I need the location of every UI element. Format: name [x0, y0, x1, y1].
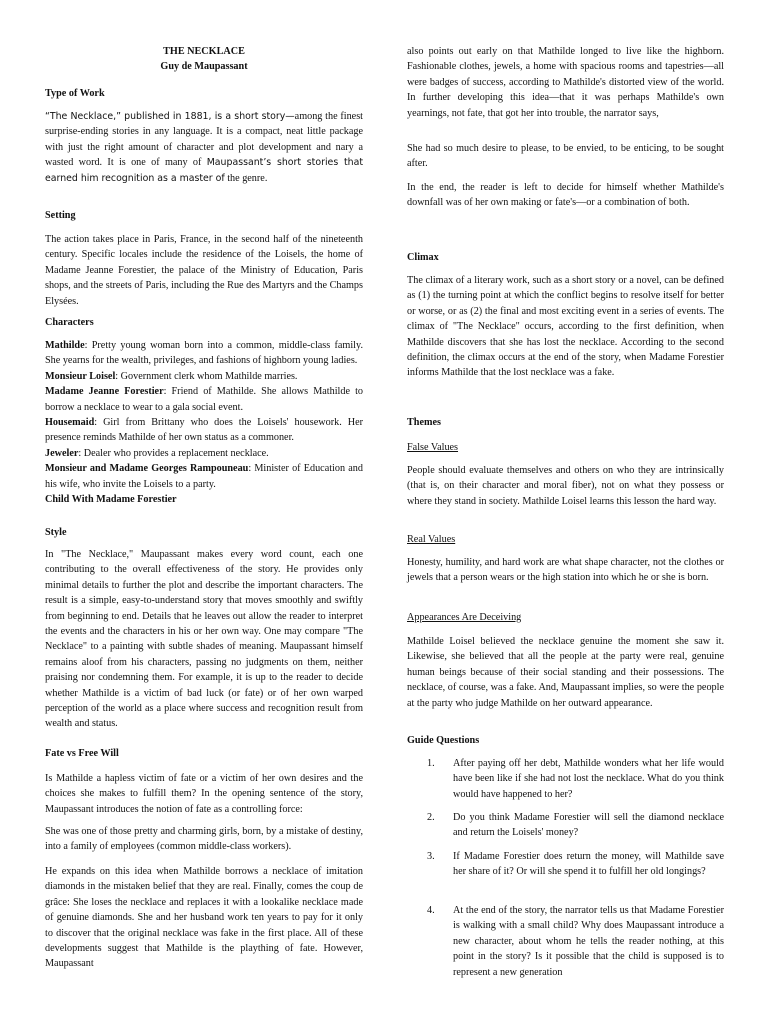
- heading-fate-vs-free-will: Fate vs Free Will: [45, 748, 119, 759]
- climax-paragraph: The climax of a literary work, such as a short story or a novel, can be defined as (1) the turning point at which the conflict begins to resolve itself for better or worse, or as (2) the final and most exciting event in a series of events. The climax of "The Necklace" occurs, according to the first definition, when Mathilde discovers that she has lost the necklace. According to the second definition, the climax occurs at the end of the story, when Madame Forestier informs Mathilde that the lost necklace was a fake.: [407, 275, 724, 379]
- heading-themes: Themes: [407, 417, 441, 428]
- false-values-paragraph: People should evaluate themselves and others on who they are intrinsically (that is, on their character and moral fiber), not on what they possess or where they stand in society. Mathilde Loisel learns this lesson the hard way.: [407, 465, 724, 507]
- document-title: THE NECKLACE: [163, 46, 245, 57]
- continuation-paragraph: also points out early on that Mathilde longed to live like the highborn. Fashionable clothes, jewels, a home with spacious rooms and tapestries—all were badges of success, according to Mathilde's distorted view of the world. In further developing this idea—that it was perhaps Mathilde's own yearnings, not fate, that got her into trouble, the narrator says,: [407, 46, 724, 119]
- heading-guide-questions: Guide Questions: [407, 735, 480, 746]
- style-paragraph: In "The Necklace," Maupassant makes every word count, each one contributing to the overall effectiveness of the story. He provides only minimal details to further the plot and describe the important characters. The result is a simple, easy-to-understand story that moves smoothly and swiftly from beginning to end. Details that he leaves out allow the reader to interpret the events and the characters in his or her own way. One may compare "The Necklace" to a painting with subtle shades of meaning. Maupassant himself remains aloof from his characters, passing no judgments on them, neither praising nor condemning them. For example, it is up to the reader to decide whether Mathilde is a victim of bad luck (or fate) or of her own warped perception of the world as a place where success and recognition result from wealth and status.: [45, 549, 363, 730]
- type-of-work-paragraph: “The Necklace,” published in 1881, is a short story—among the finest surprise-ending stories in any language. It is a compact, neat little package with just the right amount of character and plot development and nary a wasted word. It is one of many of Maupassant’s short stories that earned him recognition as a master of the genre.: [45, 111, 363, 184]
- characters-list: [45, 338, 363, 507]
- character-entry: Mathilde: Pretty young woman born into a common, middle-class family. She yearns for the wealth, privileges, and fashions of highborn young ladies.: [45, 340, 363, 367]
- heading-characters: Characters: [45, 317, 94, 328]
- heading-setting: Setting: [45, 210, 76, 221]
- subheading-false-values: False Values: [407, 442, 459, 453]
- character-entry: Monsieur Loisel: Government clerk whom Mathilde marries.: [45, 370, 298, 382]
- character-entry: Madame Jeanne Forestier: Friend of Mathilde. She allows Mathilde to borrow a necklace to wear to a gala social event.: [45, 386, 363, 413]
- subheading-appearances: Appearances Are Deceiving: [407, 612, 522, 623]
- character-entry: Child With Madame Forestier: [45, 494, 177, 506]
- fate-paragraph-2: He expands on this idea when Mathilde borrows a necklace of imitation diamonds in the mistaken belief that they are real. Finally, comes the coup de grâce: She loses the necklace and replaces it with a lookalike necklace made of genuine diamonds. She and her husband work ten years to pay for it only to discover that the original necklace was fake in the first place. All of these developments suggest that Mathilde is the plaything of fate. However, Maupassant: [45, 866, 363, 970]
- heading-type-of-work: Type of Work: [45, 88, 105, 99]
- setting-paragraph: The action takes place in Paris, France, in the second half of the nineteenth century. Specific locales include the residence of the Loisels, the home of Madame Jeanne Forestier, the palace of the Ministry of Education, Paris shops, and the streets of Paris, including the Rue des Martyrs and the Champs Elysées.: [45, 234, 363, 307]
- downfall-paragraph: In the end, the reader is left to decide for himself whether Mathilde's downfall was of her own making or fate's—or a combination of both.: [407, 182, 724, 209]
- character-entry: Jeweler: Dealer who provides a replacement necklace.: [45, 447, 269, 459]
- character-entry: Monsieur and Madame Georges Rampouneau: Minister of Education and his wife, who invite the Loisels to a party.: [45, 463, 363, 490]
- document-author: Guy de Maupassant: [160, 61, 248, 72]
- fate-quote-paragraph: She was one of those pretty and charming girls, born, by a mistake of destiny, into a family of employees (common middle-class workers).: [45, 826, 363, 853]
- heading-style: Style: [45, 527, 67, 538]
- heading-climax: Climax: [407, 252, 439, 263]
- desire-quote-paragraph: She had so much desire to please, to be envied, to be enticing, to be sought after.: [407, 143, 724, 170]
- character-entry: Housemaid: Girl from Brittany who does the Loisels' housework. Her presence reminds Mathilde of her own status as a commoner.: [45, 417, 363, 444]
- fate-paragraph-1: Is Mathilde a hapless victim of fate or a victim of her own desires and the choices she makes to fulfill them? In the opening sentence of the story, Maupassant introduces the notion of fate as a controlling force:: [45, 773, 363, 815]
- subheading-real-values: Real Values: [407, 534, 456, 545]
- real-values-paragraph: Honesty, humility, and hard work are what shape character, not the clothes or jewels that a person wears or the high station into which he or she is born.: [407, 557, 724, 584]
- appearances-paragraph: Mathilde Loisel believed the necklace genuine the moment she saw it. Likewise, she believed that all the people at the party were real, genuine human beings because of their social standing and their possessions. The necklace, of course, was a fake. And, Maupassant implies, so were the people at the party who judge Mathilde on her outward appearance.: [407, 636, 724, 709]
